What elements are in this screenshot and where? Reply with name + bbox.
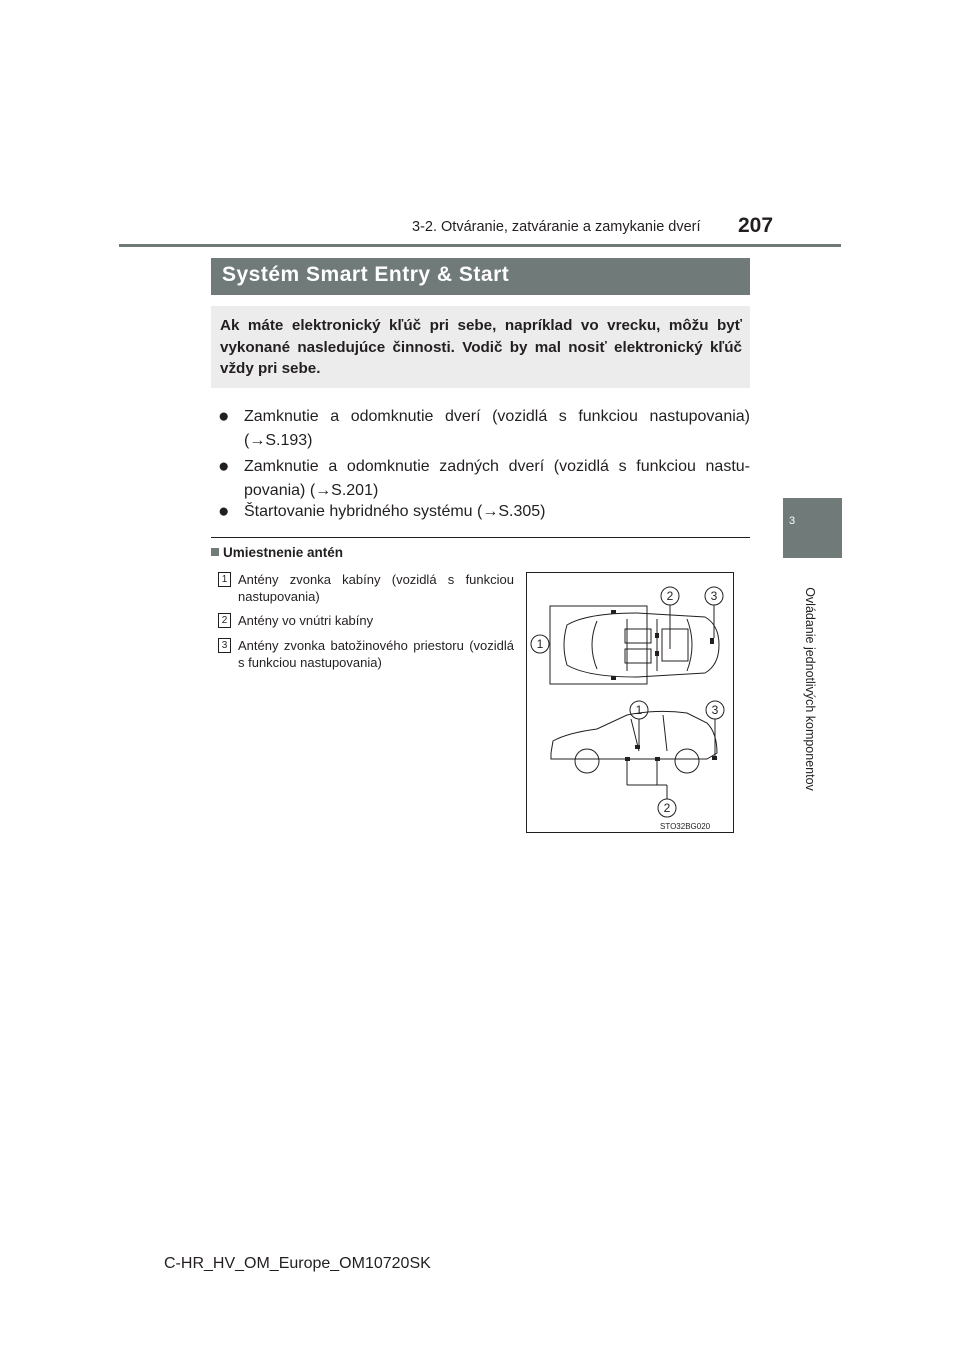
bullet-dot-icon: ●: [218, 501, 230, 522]
legend-item: [218, 612, 514, 629]
page-number: 207: [738, 214, 774, 237]
bullet-text: Štartovanie hybridného systému (→S.305): [244, 503, 546, 520]
bullet-item: [218, 405, 750, 453]
intro-text: Ak máte elektronický kľúč pri sebe, napríklad vo vrecku, môžu byť vykonané nasledujúce činnosti. Vodič by mal nosiť elektronický kľúč vždy pri sebe.: [220, 317, 742, 377]
bullet-dot-icon: ●: [218, 456, 230, 477]
legend-text: Antény zvonka kabíny (vozidlá s funkciou nastupovania): [238, 572, 514, 604]
callout-label: 2: [663, 801, 671, 815]
legend-text: Antény zvonka batožinového priestoru (vozidlá s funkciou nastupovania): [238, 638, 514, 670]
legend-text: Antény vo vnútri kabíny: [238, 613, 374, 628]
antenna-diagram: [527, 573, 733, 832]
top-view-frame: [550, 606, 647, 684]
side-view-car-outline: [551, 711, 717, 759]
bullet-item: [218, 455, 750, 503]
legend-item: [218, 637, 514, 671]
callout-label: 3: [710, 589, 718, 603]
footer-doc-id: C-HR_HV_OM_Europe_OM10720SK: [164, 1255, 431, 1272]
section-divider: [211, 537, 750, 538]
top-view-car-outline: [564, 613, 719, 677]
chapter-number: 3: [789, 515, 796, 527]
chapter-title: Ovládanie jednotlivých komponentov: [803, 587, 817, 791]
header-divider: [119, 244, 841, 247]
title-bar: [211, 258, 750, 295]
intro-box: [211, 306, 750, 388]
figure-code: STO32BG020: [660, 822, 711, 831]
legend-number: 1: [218, 572, 231, 587]
bullet-text: Zamknutie a odomknutie dverí (vozidlá s funkciou nastupovania) (→S.193): [244, 408, 750, 449]
square-bullet-icon: [211, 548, 219, 556]
callout-label: 3: [711, 703, 719, 717]
chapter-title-vertical: [760, 565, 860, 813]
subsection-heading: [211, 545, 343, 560]
header-section-title: 3-2. Otváranie, zatváranie a zamykanie dverí: [412, 219, 701, 235]
page-title: Systém Smart Entry & Start: [222, 263, 510, 286]
legend-number: 2: [218, 613, 231, 628]
antenna-figure: [526, 572, 734, 833]
callout-label: 2: [666, 589, 674, 603]
bullet-item: [218, 500, 750, 524]
chapter-tab: [783, 498, 842, 558]
callout-label: 1: [635, 703, 643, 717]
bullet-text: Zamknutie a odomknutie zadných dverí (vozidlá s funkciou nastu-povania) (→S.201): [244, 458, 750, 499]
bullet-dot-icon: ●: [218, 406, 230, 427]
legend-item: [218, 571, 514, 605]
legend-number: 3: [218, 638, 231, 653]
subsection-heading-text: Umiestnenie antén: [223, 545, 344, 560]
callout-label: 1: [536, 637, 544, 651]
